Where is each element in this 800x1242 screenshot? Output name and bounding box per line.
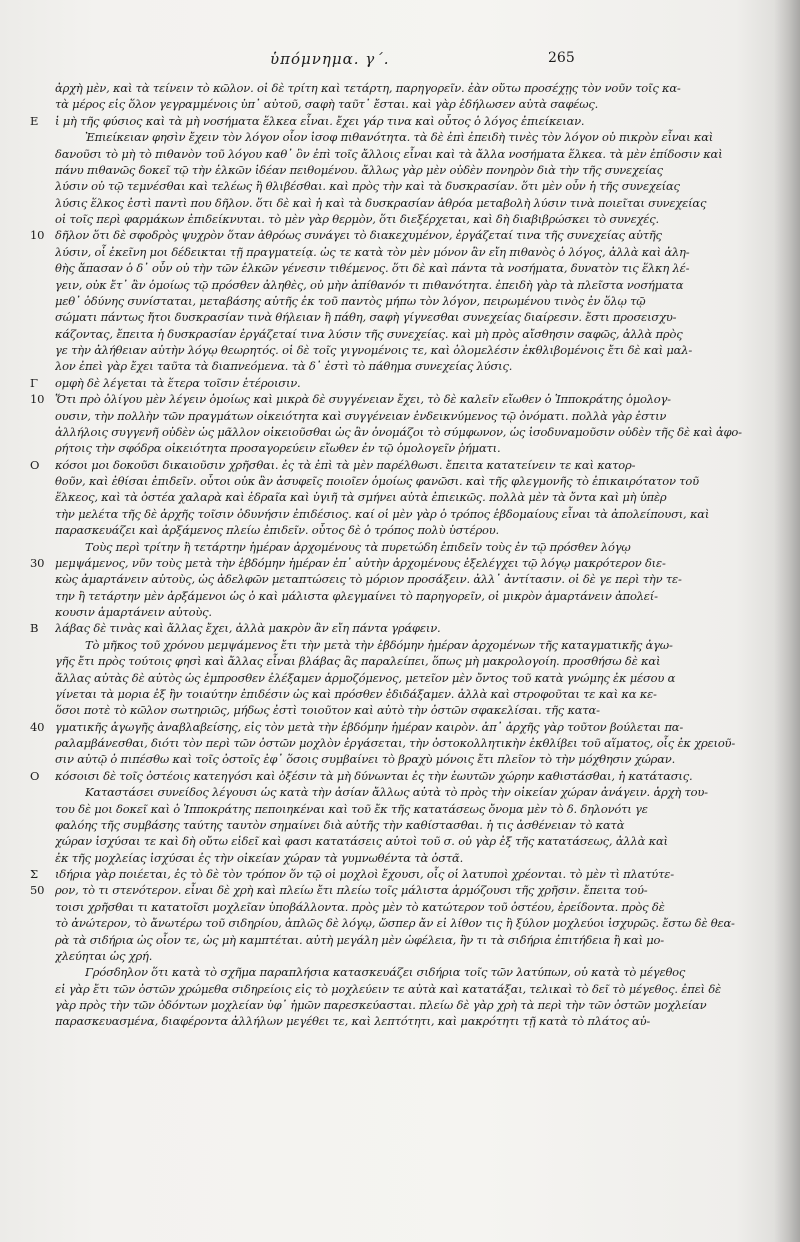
margin-marker: Ε: [30, 113, 39, 128]
text-line: [30, 424, 765, 440]
text-line: [30, 309, 765, 325]
text-line: [30, 211, 765, 227]
text-line: [30, 555, 765, 571]
line-text: δανοῦσι τὸ μὴ τὸ πιθανὸν τοῦ λόγου καθ᾽ ὃν ἐπὶ τοῖς ἄλλοις εἶναι καὶ τὰ ἄλλα νοσήματα ἕλκεα. τὰ μὲν ἐπίδοσιν καὶ: [55, 146, 723, 161]
line-text: λύσιν οὐ τῷ τεμνέσθαι καὶ τελέως ἢ θλιβέσθαι. καὶ πρὸς τὴν καὶ τὰ δυσκρασίαν. ὅτι μὲν οὖν ἡ τῆς συνεχείας: [55, 179, 680, 194]
line-text: ὅσοι ποτὲ τὸ κῶλον σωτηριῶς, μήδως ἐστὶ τοιοῦτον καὶ αὐτὸ τὴν ὀστῶν σφακελίσαι. τῆς κατα-: [55, 703, 600, 718]
line-text: σώματι πάντως ἤτοι δυσκρασίαν τινὰ θήλειαν ἢ πάθη, σαφὴ γίγνεσθαι συνεχείας διαίρεσιν. ἔστι προσεισχυ-: [55, 310, 677, 325]
text-line: [30, 293, 765, 309]
running-head: ὑπόμνημα. γ΄.: [270, 50, 390, 68]
margin-marker: 10: [30, 392, 45, 407]
text-line: [30, 96, 765, 112]
line-text: Ὅτι πρὸ ὀλίγου μὲν λέγειν ὁμοίως καὶ μικρὰ δὲ συγγένειαν ἔχει, τὸ δὲ καλεῖν εἴωθεν ὁ Ἱπποκράτης ὁμολογ-: [55, 392, 671, 407]
text-line: [30, 817, 765, 833]
text-line: [30, 391, 765, 407]
text-line: [30, 244, 765, 260]
text-line: [30, 670, 765, 686]
text-line: [30, 637, 765, 653]
text-line: [30, 178, 765, 194]
line-text: ρὰ τὰ σιδήρια ὡς οἷον τε, ὡς μὴ καμπτέται. αὐτὴ μεγάλη μὲν ὠφέλεια, ἢν τι τὰ σιδήρια ἐπιτήδεια ἢ καὶ μο-: [55, 932, 664, 947]
text-line: [30, 129, 765, 145]
line-text: ρήτοις τὴν σφόδρα οἰκειότητα προσαγορεύειν εἴωθεν ἐν τῷ ὁμολογεῖν ῥήματι.: [55, 441, 501, 456]
text-block: [30, 80, 765, 1030]
line-text: γειν, οὐκ ἔτ᾽ ἂν ὁμοίως τῷ πρόσθεν ἀληθὲς, οὐ μὴν ἀπίθανόν τι πιθανότητα. ἐπειδὴ γὰρ τὰ πλεῖστα νοσήματα: [55, 277, 684, 292]
text-line: [30, 588, 765, 604]
line-text: τὴν μελέτα τῆς δὲ ἀρχῆς τοῖσιν ὀδυνήσιν ἐπιδέσιος. καί οἱ μὲν γὰρ ὁ τρόπος ἑβδομαίους εἶναι τὰ ἀπολείπουσι, καὶ: [55, 506, 710, 521]
text-line: [30, 1013, 765, 1029]
text-line: [30, 735, 765, 751]
margin-marker: 50: [30, 883, 45, 898]
line-text: ραλαμβάνεσθαι, διότι τὸν περὶ τῶν ὀστῶν μοχλὸν ἐργάσεται, τὴν ὀστοκολλητικὴν ἐκθλίβει τοῦ αἵματος, οἷς ἐκ χρειοῦ-: [55, 736, 736, 750]
text-line: [30, 489, 765, 505]
line-text: κάζοντας, ἔπειτα ἡ δυσκρασίαν ἐργάζεταί τινα λύσιν τῆς συνεχείας. καὶ μὴ πρὸς αἴσθησιν σαφῶς, ἀλλὰ πρὸς: [55, 326, 683, 341]
line-text: θὴς ἅπασαν ὁ δ᾽ οὖν οὐ τὴν τῶν ἑλκῶν γένεσιν τιθέμενος. ὅτι δὲ καὶ πάντα τὰ νοσήματα, δυνατὸν τις ἕλκη λέ-: [55, 261, 690, 276]
text-line: [30, 260, 765, 276]
text-line: [30, 522, 765, 538]
line-text: λάβας δὲ τινὰς καὶ ἄλλας ἔχει, ἀλλὰ μακρὸν ἂν εἴη πάντα γράφειν.: [55, 621, 441, 636]
line-text: ουσιν, τὴν πολλὴν τῶν πραγμάτων οἰκειότητα καὶ συγγένειαν ἐνδεικνύμενος τῷ ὀνόματι. πολλὰ γὰρ ἐστιν: [55, 408, 667, 423]
line-text: οἱ τοῖς περὶ φαρμάκων ἐπιδείκνυται. τὸ μὲν γὰρ θερμὸν, ὅτι διεξέρχεται, καὶ δὴ διαβιβρώσκει τὸ συνεχές.: [55, 212, 659, 226]
text-line: [30, 162, 765, 178]
text-line: [30, 358, 765, 374]
text-line: [30, 195, 765, 211]
text-line: [30, 604, 765, 620]
text-line: [30, 850, 765, 866]
line-text: ομφὴ δὲ λέγεται τὰ ἕτερα τοῖσιν ἑτέροισιν.: [55, 375, 301, 390]
text-line: [30, 833, 765, 849]
line-text: ἱ μὴ τῆς φύσιος καὶ τὰ μὴ νοσήματα ἕλκεα εἶναι. ἔχει γάρ τινα καὶ οὗτος ὁ λόγος ἐπιείκειαν.: [55, 113, 585, 128]
line-text: ἄλλας αὐτὰς δὲ αὐτὸς ὡς ἐμπροσθεν ἐλέξαμεν ἁρμοζόμενος, μετεῖον μὲν ὄντος τοῦ κατὰ γνώμης ἐκ μέσου α: [55, 670, 676, 685]
line-text: σιν αὐτῷ ὁ πιπέσθω καὶ τοῖς ὀστοῖς ἐφ᾽ ὅσοις συμβαίνει τὸ βραχὺ μόνοις ἔτι πλεῖον τὸ τὴν μόχθησιν χώραν.: [55, 752, 676, 767]
margin-marker: 10: [30, 228, 45, 243]
text-line: [30, 899, 765, 915]
text-line: [30, 277, 765, 293]
line-text: γῆς ἔτι πρὸς τούτοις φησὶ καὶ ἄλλας εἶναι βλάβας ἂς παραλείπει, ὅπως μὴ μακρολογοίη. προσθήσω δὲ καὶ: [55, 654, 661, 669]
text-line: [30, 457, 765, 473]
text-line: [30, 784, 765, 800]
line-text: τὰ μέρος εἰς ὅλον γεγραμμένοις ὑπ᾽ αὐτοῦ, σαφὴ ταῦτ᾽ ἔσται. καὶ γὰρ ἐδήλωσεν αὐτὰ σαφέως.: [55, 97, 599, 112]
line-text: θοῦν, καὶ ἐθίσαι ἐπιδεῖν. οὗτοι οὐκ ἂν ἀσυφεῖς ποιοῖεν ὁμοίως φανῶσι. καὶ τῆς φλεγμονῆς τὸ ἐπικαιρότατον τοῦ: [55, 474, 699, 488]
line-text: γὰρ πρὸς τὴν τῶν ὀδόντων μοχλείαν ὑφ᾽ ἡμῶν παρεσκεύασται. πλείω δὲ γὰρ χρὴ τὰ περὶ τὴν τῶν ὀστῶν μοχλείαν: [55, 998, 707, 1012]
line-text: Ἐπιείκειαν φησὶν ἔχειν τὸν λόγον οἷον ἰσοφ πιθανότητα. τὰ δὲ ἐπὶ ἐπειδὴ τινὲς τὸν λόγον οὐ πικρὸν εἶναι καὶ: [85, 130, 714, 145]
margin-marker: Ο: [30, 768, 40, 783]
text-line: [30, 964, 765, 980]
text-line: [30, 719, 765, 735]
line-text: του δὲ μοι δοκεῖ καὶ ὁ Ἱπποκράτης πεποιηκέναι καὶ τοῦ ἔκ τῆς κατατάσεως ὄνομα μὲν τὸ δ. δηλονότι γε: [55, 801, 648, 816]
line-text: κόσοι μοι δοκοῦσι δικαιοῦσιν χρῆσθαι. ἐς τὰ ἐπὶ τὰ μὲν παρέλθωσι. ἔπειτα κατατείνειν τε καὶ κατορ-: [55, 457, 636, 472]
text-line: [30, 146, 765, 162]
text-line: [30, 882, 765, 898]
line-text: φαλόης τῆς συμβάσης ταύτης ταυτὸν σημαίνει διὰ αὐτῆς τὴν καθίστασθαι. ἡ τις ἀσθένειαν τὸ κατὰ: [55, 817, 625, 832]
line-text: μεθ᾽ ὁδύνης συνίσταται, μεταβάσης αὐτῆς ἐκ τοῦ παντὸς μήπω τὸν λόγον, πειρωμένου τινὸς ἐν ὅλῳ τῷ: [55, 293, 646, 308]
line-text: λύσις ἕλκος ἐστὶ παντὶ που δῆλον. ὅτι δὲ καὶ ἡ καὶ τὰ δυσκρασίαν ἀθρόα μεταβολὴ λύσιν τινὰ ποιεῖται συνεχείας: [55, 195, 707, 210]
text-line: [30, 866, 765, 882]
text-line: [30, 113, 765, 129]
line-text: τὸ ἀνώτερον, τὸ ἄνωτέρω τοῦ σιδηρίου, ἁπλῶς δὲ λόγῳ, ὥσπερ ἄν εἰ λίθον τις ἢ ξύλον μοχλεύοι ἰσχυρῶς. ἔστω δὲ θεα-: [55, 916, 735, 931]
text-line: [30, 326, 765, 342]
line-text: μεμψάμενος, νῦν τοὺς μετὰ τὴν ἑβδόμην ἡμέραν ἐπ᾽ αὐτὴν ἀρχομένους ἐξελέγχει τῷ λόγῳ μακρότερον διε-: [55, 555, 666, 570]
margin-marker: 30: [30, 555, 45, 570]
line-text: ἐκ τῆς μοχλείας ἰσχύσαι ἐς τὴν οἰκείαν χώραν τὰ γυμνωθέντα τὰ ὀστᾶ.: [55, 850, 464, 865]
line-text: παρασκευάζει καὶ ἀρξάμενος πλείω ἐπιδεῖν. οὗτος δὲ ὁ τρόπος πολὺ ὑστέρου.: [55, 523, 499, 538]
line-text: Τοὺς περὶ τρίτην ἢ τετάρτην ἡμέραν ἀρχομένους τὰ πυρετώδη ἐπιδεῖν τοὺς ἐν τῷ πρόσθεν λόγῳ: [85, 539, 631, 554]
line-text: λύσιν, οἷ ἐκεῖνη μοι δέδεικται τῇ πραγματείᾳ. ὡς τε κατὰ τὸν μὲν μόνον ἂν εἴη πιθανὸς ὁ λόγος, ἀλλὰ καὶ ἀλη-: [55, 244, 690, 259]
text-line: [30, 981, 765, 997]
text-line: [30, 948, 765, 964]
text-line: [30, 932, 765, 948]
line-text: λον ἐπεὶ γὰρ ἔχει ταῦτα τὰ διαπνεόμενα. τὰ δ᾽ ἐστὶ τὸ πάθημα συνεχείας λύσις.: [55, 359, 513, 374]
margin-marker: 40: [30, 719, 45, 734]
text-line: [30, 653, 765, 669]
line-text: γε τὴν ἀλήθειαν αὐτὴν λόγῳ θεωρητός. οἱ δὲ τοῖς γιγνομένοις τε, καὶ ὁλομελέσιν ἐκθλιβομένοις ἔτι δὲ καὶ μαλ-: [55, 343, 693, 357]
margin-marker: Ο: [30, 457, 40, 472]
line-text: κόσοισι δὲ τοῖς ὀστέοις κατεηγόσι καὶ ὀξέσιν τὰ μὴ δύνωνται ἐς τὴν ἑωυτῶν χώρην καθιστάσθαι, ἡ κατάτασις.: [55, 768, 693, 783]
text-line: [30, 227, 765, 243]
line-text: πάνυ πιθανῶς δοκεῖ τῷ τὴν ἑλκῶν ἰδέαν πειθομένου. ἄλλως γὰρ μὲν οὐδὲν πονηρὸν διὰ τὴν τῆς συνεχείας: [55, 162, 663, 177]
line-text: χλεύηται ὡς χρή.: [55, 948, 153, 963]
text-line: [30, 375, 765, 391]
line-text: την ἢ τετάρτην μὲν ἀρξάμενοι ὡς ὁ καὶ μάλιστα φλεγμαίνει τὸ παρηγορεῖν, οἱ μικρὸν ἁμαρτάνειν ἀπολεί-: [55, 588, 658, 603]
text-line: [30, 506, 765, 522]
margin-marker: Β: [30, 621, 39, 636]
text-line: [30, 620, 765, 636]
line-text: Τὸ μῆκος τοῦ χρόνου μεμψάμενος ἔτι τὴν μετὰ τὴν ἑβδόμην ἡμέραν ἀρχομένων τῆς καταγματικῆς ἀγω-: [85, 637, 673, 652]
text-line: [30, 342, 765, 358]
line-text: γίνεται τὰ μορια ἐξ ἢν τοιαύτην ἐπιδέσιν ὡς καὶ πρόσθεν ἐδιδάξαμεν. ἀλλὰ καὶ στροφοῦται τε καὶ κα κε-: [55, 686, 657, 701]
line-text: Γρόσδηλον ὅτι κατὰ τὸ σχῆμα παραπλήσια κατασκευάζει σιδήρια τοῖς τῶν λατύπων, οὐ κατὰ τὸ μέγεθος: [85, 965, 686, 980]
text-line: [30, 539, 765, 555]
line-text: κουσιν ἁμαρτάνειν αὐτοὺς.: [55, 605, 212, 619]
text-line: [30, 686, 765, 702]
margin-marker: Σ: [30, 867, 38, 881]
line-text: τοισι χρῆσθαι τι κατατοῖσι μοχλεῖαν ὑποβάλλοντα. πρὸς μὲν τὸ κατώτερον τοῦ ὀστέου, ἐρείδοντα. πρὸς δὲ: [55, 899, 665, 914]
line-text: παρασκευασμένα, διαφέροντα ἀλλήλων μεγέθει τε, καὶ λεπτότητι, καὶ μακρότητι τῇ κατὰ τὸ πλάτος αὐ-: [55, 1014, 651, 1029]
text-line: [30, 751, 765, 767]
margin-marker: Γ: [30, 375, 38, 390]
text-line: [30, 408, 765, 424]
text-line: [30, 915, 765, 931]
line-text: γματικῆς ἀγωγῆς ἀναβλαβείσης, εἰς τὸν μετὰ τὴν ἑβδόμην ἡμέραν καιρὸν. ἀπ᾽ ἀρχῆς γὰρ τοῦτον βούλεται πα-: [55, 719, 684, 734]
line-text: ἕλκεος, καὶ τὰ ὀστέα χαλαρὰ καὶ ἑδραῖα καὶ ὑγιῆ τὰ σμήνει αὐτὰ ἐπιεικῶς. πολλὰ μὲν τὰ ὄντα καὶ μὴ ὑπὲρ: [55, 490, 667, 505]
text-line: [30, 997, 765, 1013]
line-text: ιδήρια γὰρ ποιέεται, ἐς τὸ δὲ τὸν τρόπον ὅν τῷ οἱ μοχλοὶ ἔχουσι, οἷς οἱ λατυποὶ χρέονται. τὸ μὲν τὶ πλατύτε-: [55, 867, 674, 881]
gutter-shadow: [774, 0, 800, 1242]
line-text: ἀρχὴ μὲν, καὶ τὰ τείνειν τὸ κῶλον. οἱ δὲ τρίτη καὶ τετάρτη, παρηγορεῖν. ἐὰν οὕτω προσέχῃς τὸν νοῦν τοῖς κα-: [55, 81, 681, 95]
line-text: κὼς ἁμαρτάνειν αὐτοὺς, ὡς ἀδελφῶν μεταπτώσεις τὸ μόριον προσάξειν. ἀλλ᾽ ἀντίτασιν. οἱ δὲ γε περὶ τὴν τε-: [55, 572, 682, 587]
text-line: [30, 80, 765, 96]
text-line: [30, 768, 765, 784]
text-line: [30, 801, 765, 817]
line-text: δῆλον ὅτι δὲ σφοδρὸς ψυχρὸν ὅταν ἀθρόως συνάγει τὸ διακεχυμένον, ἐργάζεταί τινα τῆς συνεχείας αὐτῆς: [55, 228, 662, 243]
page-header: [0, 50, 800, 74]
text-line: [30, 440, 765, 456]
page-number: 265: [548, 50, 575, 66]
line-text: ἀλλήλοις συγγενῆ οὐδὲν ὡς μᾶλλον οἰκειοῦσθαι ὡς ἂν ὀνομάζοι τὸ σύμφωνον, ὡς ἰσοδυναμοῦσιν οὐδὲν τῆς δὲ καὶ ἀφο-: [55, 424, 742, 439]
text-line: [30, 473, 765, 489]
line-text: ρον, τὸ τι στενότερον. εἶναι δὲ χρὴ καὶ πλείω ἔτι πλείω τοῖς μάλιστα ἁρμόζουσι τῆς χρῆσιν. ἔπειτα τού-: [55, 883, 648, 898]
line-text: Καταστάσει συνείδος λέγουσι ὡς κατὰ τὴν ἀσίαν ἄλλως αὐτὰ τὸ πρὸς τὴν οἰκείαν χώραν ἀνάγειν. ἀρχὴ του-: [85, 785, 708, 800]
text-line: [30, 702, 765, 718]
text-line: [30, 571, 765, 587]
line-text: χώραν ἰσχύσαι τε καὶ δὴ οὔτω εἰδεῖ καὶ φασι κατατάσεις αὐτοὶ τοῦ σ. οὐ γὰρ ἐξ τῆς κατατάσεως, ἀλλὰ καὶ: [55, 834, 668, 849]
line-text: εἰ γὰρ ἔτι τῶν ὀστῶν χρώμεθα σιδηρείοις εἰς τὸ μοχλεύειν τε αὐτὰ καὶ κατατάξαι, τελικαὶ τὸ δεῖ τὸ μέγεθος. ἐπεὶ δὲ: [55, 981, 722, 996]
